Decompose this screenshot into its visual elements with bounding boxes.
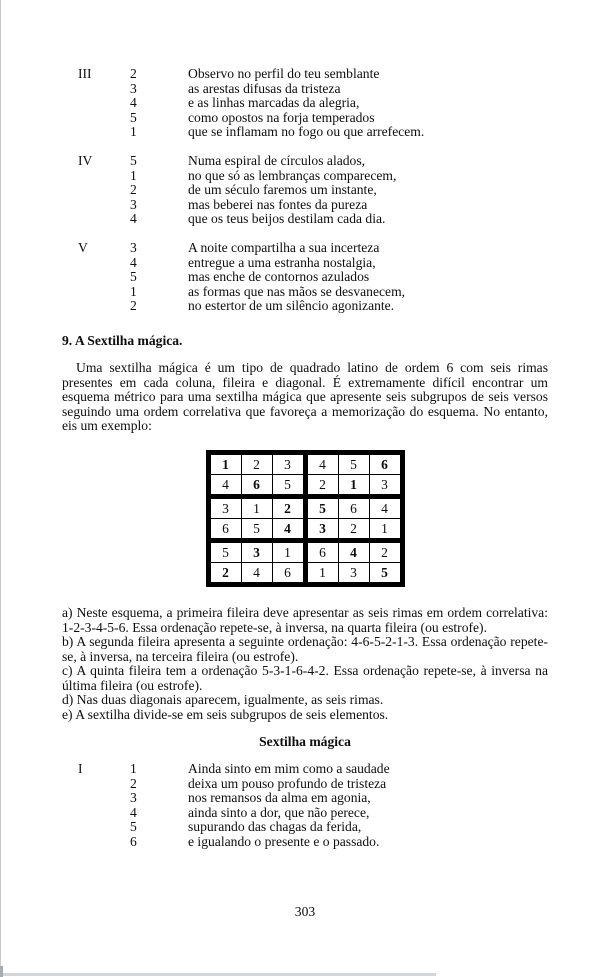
verse-line: [130, 283, 548, 300]
grid-cell-value: 3: [284, 457, 291, 472]
grid-cell: [338, 563, 369, 585]
grid-cell: [272, 519, 305, 541]
verse-text: no estertor de um silêncio agonizante.: [188, 298, 395, 313]
page-number: 303: [294, 904, 316, 919]
verse-text: nos remansos da alma em agonia,: [188, 790, 371, 805]
grid-cell-value: 6: [222, 521, 229, 536]
scan-edge-bottom: [0, 973, 436, 976]
verse-line: [130, 196, 548, 213]
verse-number: 2: [130, 66, 137, 81]
stanza-numeral: III: [78, 66, 92, 81]
verse-line: [130, 211, 548, 227]
verse-text: as arestas difusas da tristeza: [188, 80, 341, 96]
verse-text: deixa um pouso profundo de tristeza: [188, 775, 387, 791]
verse-text: que os teus beijos destilam cada dia.: [188, 211, 386, 226]
grid-cell: [272, 497, 305, 519]
verse-number: 2: [130, 775, 137, 791]
grid-cell: [369, 453, 402, 475]
grid-cell: [305, 453, 338, 475]
note-c: c) A quinta fileira tem a ordenação 5-3-1-6-4-2. Essa ordenação repete-se, à inversa na última fileira (ou estrofe).: [62, 663, 548, 693]
table-row: [208, 475, 402, 497]
verse-text: mas enche de contornos azulados: [188, 269, 370, 284]
grid-cell-value: 4: [381, 501, 388, 516]
grid-cell-value: 5: [222, 545, 229, 560]
grid-cell-value: 6: [381, 457, 388, 472]
verse-line: [130, 182, 548, 198]
verse-line: [130, 804, 548, 821]
verse-line: [130, 254, 548, 271]
grid-cell: [208, 541, 241, 563]
grid-cell-value: 4: [319, 457, 326, 472]
verse-text: ainda sinto a dor, que não perece,: [188, 804, 370, 820]
grid-cell-value: 1: [253, 501, 260, 516]
verse-line: [130, 240, 548, 256]
section-paragraph: Uma sextilha mágica é um tipo de quadrado latino de ordem 6 com seis rimas presentes em cada coluna, fileira e diagonal. É extremamente difícil encontrar um esquema métrico para uma sextilha mágica que apresente seis subgrupos de seis versos seguindo uma ordem correlativa que favoreça a memorização do esquema. No entanto, eis um exemplo:: [62, 360, 548, 433]
magic-square-wrapper: [62, 450, 548, 587]
verse-text: Numa espiral de círculos alados,: [188, 153, 366, 168]
grid-cell: [369, 475, 402, 497]
grid-cell-value: 2: [381, 545, 388, 560]
grid-cell-value: 3: [350, 565, 357, 580]
verse-number: 1: [130, 761, 137, 776]
grid-cell-value: 2: [319, 477, 326, 492]
scheme-notes: [62, 606, 548, 722]
verse-number: 6: [130, 833, 137, 849]
verse-line: [130, 269, 548, 285]
verse-line: [130, 833, 548, 850]
section-heading: 9. A Sextilha mágica.: [62, 333, 183, 348]
note-d: d) Nas duas diagonais aparecem, igualmente, as seis rimas.: [62, 692, 384, 707]
verse-number: 2: [130, 182, 137, 197]
grid-cell-value: 3: [222, 501, 229, 516]
grid-cell: [208, 453, 241, 475]
verse-line: [130, 819, 548, 835]
stanza-i: [62, 762, 548, 849]
note-a: a) Neste esquema, a primeira fileira deve apresentar as seis rimas em ordem correlativa: 1-2-3-4-5-6. Essa ordenação repete-se, à inversa, na quarta fileira (ou estrofe).: [62, 605, 548, 635]
grid-cell-value: 4: [350, 545, 357, 560]
grid-cell-value: 2: [350, 521, 357, 536]
grid-cell: [305, 475, 338, 497]
grid-cell: [338, 475, 369, 497]
grid-cell: [208, 497, 241, 519]
verse-text: mas beberei nas fontes da pureza: [188, 196, 368, 212]
verse-text: as formas que nas mãos se desvanecem,: [188, 283, 406, 299]
table-row: [208, 563, 402, 585]
verse-number: 5: [130, 153, 137, 168]
verse-text: de um século faremos um instante,: [188, 182, 377, 197]
stanza-v: [62, 241, 548, 314]
verse-number: 3: [130, 790, 137, 805]
verse-line: [130, 167, 548, 184]
verse-line: [130, 80, 548, 97]
verse-line: [130, 761, 548, 777]
grid-cell: [369, 497, 402, 519]
grid-cell-value: 5: [284, 477, 291, 492]
verse-number: 5: [130, 269, 137, 284]
grid-cell-value: 5: [350, 457, 357, 472]
grid-cell: [369, 541, 402, 563]
grid-cell-value: 1: [381, 521, 388, 536]
stanza-numeral: V: [78, 240, 88, 255]
poem-subheading: Sextilha mágica: [259, 734, 351, 749]
verse-number: 2: [130, 298, 137, 313]
table-row: [208, 541, 402, 563]
grid-cell-value: 3: [319, 521, 326, 536]
grid-cell-value: 6: [319, 545, 326, 560]
verse-number: 4: [130, 95, 137, 110]
verse-number: 3: [130, 196, 137, 212]
verse-text: como opostos na forja temperados: [188, 109, 375, 125]
verse-text: e as linhas marcadas da alegria,: [188, 95, 360, 110]
scan-edge-corner: [0, 966, 3, 977]
verse-text: Observo no perfil do teu semblante: [188, 66, 380, 81]
stanza-numeral: IV: [78, 153, 93, 168]
grid-cell-value: 1: [222, 457, 229, 472]
stanza-iv: [62, 154, 548, 227]
verse-line: [130, 298, 548, 314]
verse-number: 3: [130, 80, 137, 96]
grid-cell-value: 6: [253, 477, 260, 492]
verse-line: [130, 109, 548, 126]
grid-cell: [338, 519, 369, 541]
verse-number: 1: [130, 124, 137, 139]
grid-cell: [208, 563, 241, 585]
grid-cell: [338, 497, 369, 519]
verse-line: [130, 790, 548, 806]
verse-number: 4: [130, 211, 137, 226]
verse-line: [130, 775, 548, 792]
grid-cell-value: 6: [350, 501, 357, 516]
grid-cell-value: 5: [319, 501, 326, 516]
magic-square-table: [206, 450, 405, 587]
table-row: [208, 519, 402, 541]
verse-line: [130, 124, 548, 140]
verse-number: 1: [130, 167, 137, 183]
verse-number: 3: [130, 240, 137, 255]
stanza-numeral: I: [78, 761, 83, 776]
verse-text: e igualando o presente e o passado.: [188, 833, 380, 849]
grid-cell-value: 4: [222, 477, 229, 492]
grid-cell: [208, 519, 241, 541]
grid-cell: [241, 519, 272, 541]
grid-cell-value: 2: [284, 501, 291, 516]
grid-cell: [241, 563, 272, 585]
verse-text: entregue a uma estranha nostalgia,: [188, 254, 376, 270]
grid-cell: [241, 541, 272, 563]
verse-number: 1: [130, 283, 137, 299]
grid-cell: [208, 475, 241, 497]
grid-cell: [338, 541, 369, 563]
verse-text: que se inflamam no fogo ou que arrefecem.: [188, 124, 425, 139]
grid-cell-value: 6: [284, 565, 291, 580]
grid-cell: [241, 475, 272, 497]
grid-cell: [272, 453, 305, 475]
grid-cell: [272, 475, 305, 497]
table-row: [208, 453, 402, 475]
grid-cell: [305, 497, 338, 519]
verse-line: [130, 153, 548, 169]
grid-cell-value: 1: [350, 477, 357, 492]
verse-number: 4: [130, 804, 137, 820]
note-b: b) A segunda fileira apresenta a seguinte ordenação: 4-6-5-2-1-3. Essa ordenação repete-se, à inversa, na terceira fileira (ou estrofe).: [62, 634, 548, 664]
grid-cell: [369, 563, 402, 585]
grid-cell: [305, 519, 338, 541]
verse-number: 4: [130, 254, 137, 270]
grid-cell: [272, 541, 305, 563]
verse-line: [130, 66, 548, 82]
grid-cell-value: 3: [253, 545, 260, 560]
stanza-iii: [62, 67, 548, 140]
grid-cell-value: 2: [253, 457, 260, 472]
verse-line: [130, 95, 548, 111]
verse-text: A noite compartilha a sua incerteza: [188, 240, 380, 255]
grid-cell: [369, 519, 402, 541]
verse-number: 5: [130, 819, 137, 834]
grid-cell: [272, 563, 305, 585]
scan-edge-left: [0, 0, 1, 977]
verse-number: 5: [130, 109, 137, 125]
grid-cell-value: 4: [253, 565, 260, 580]
grid-cell: [241, 497, 272, 519]
verse-text: no que só as lembranças comparecem,: [188, 167, 397, 183]
grid-cell-value: 1: [319, 565, 326, 580]
grid-cell-value: 5: [381, 565, 388, 580]
verse-text: Ainda sinto em mim como a saudade: [188, 761, 390, 776]
grid-cell: [305, 541, 338, 563]
grid-cell: [241, 453, 272, 475]
verse-text: supurando das chagas da ferida,: [188, 819, 362, 834]
grid-cell-value: 1: [284, 545, 291, 560]
note-e: e) A sextilha divide-se em seis subgrupos de seis elementos.: [62, 706, 389, 722]
grid-cell-value: 4: [284, 521, 291, 536]
grid-cell: [305, 563, 338, 585]
grid-cell-value: 2: [222, 565, 229, 580]
grid-cell: [338, 453, 369, 475]
grid-cell-value: 5: [253, 521, 260, 536]
grid-cell-value: 3: [381, 477, 388, 492]
table-row: [208, 497, 402, 519]
